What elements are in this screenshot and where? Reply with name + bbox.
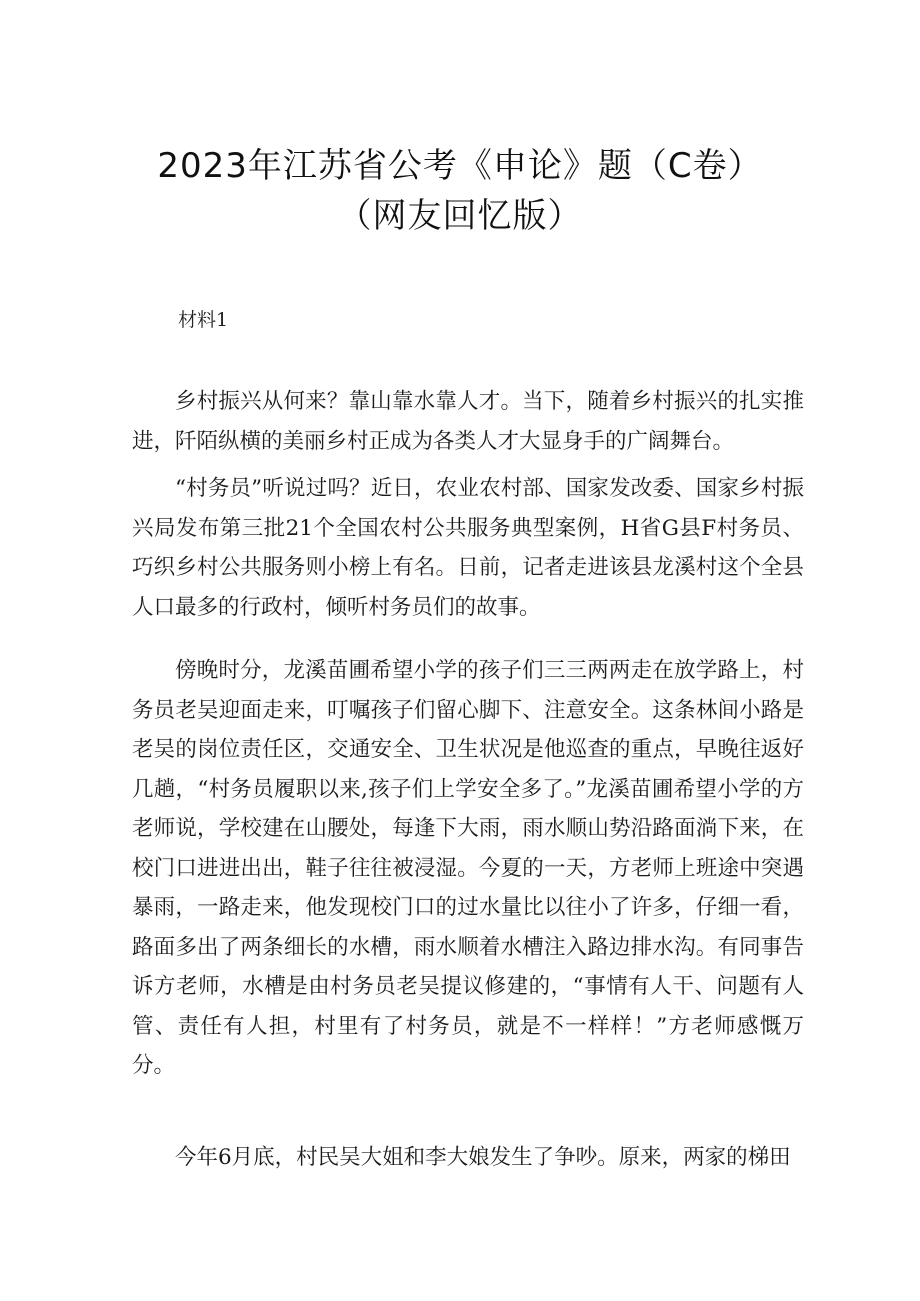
paragraph: 今年6月底，村民吴大姐和李大娘发生了争吵。原来，两家的梯田 xyxy=(175,1145,791,1170)
paragraph-3-block xyxy=(132,651,804,1086)
document-title: 2023年江苏省公考《申论》题（C卷） xyxy=(157,146,763,186)
section-label: 材料1 xyxy=(178,309,229,331)
paragraph-4-block xyxy=(132,1138,804,1178)
document-subtitle: （网友回忆版） xyxy=(337,196,583,236)
paragraph-1-block xyxy=(132,382,804,461)
paragraph: 乡村振兴从何来？靠山靠水靠人才。当下，随着乡村振兴的扎实推进，阡陌纵横的美丽乡村正成为各类人才大显身手的广阔舞台。 xyxy=(132,389,804,454)
paragraph-2-block xyxy=(132,469,804,627)
paragraph: “村务员”听说过吗？近日，农业农村部、国家发改委、国家乡村振兴局发布第三批21个全国农村公共服务典型案例，H省G县F村务员、巧织乡村公共服务则小榜上有名。日前，记者走进该县龙溪村这个全县人口最多的行政村，倾听村务员们的故事。 xyxy=(132,476,804,620)
paragraph: 傍晚时分，龙溪苗圃希望小学的孩子们三三两两走在放学路上，村务员老吴迎面走来，叮嘱孩子们留心脚下、注意安全。这条林间小路是老吴的岗位责任区，交通安全、卫生状况是他巡查的重点，早晚往返好几趟，“村务员履职以来,孩子们上学安全多了。”龙溪苗圃希望小学的方老师说，学校建在山腰处，每逢下大雨，雨水顺山势沿路面淌下来，在校门口进进出出，鞋子往往被浸湿。今夏的一天，方老师上班途中突遇暴雨，一路走来，他发现校门口的过水量比以往小了许多，仔细一看，路面多出了两条细长的水槽，雨水顺着水槽注入路边排水沟。有同事告诉方老师，水槽是由村务员老吴提议修建的，“事情有人干、问题有人管、责任有人担，村里有了村务员，就是不一样样！”方老师感慨万分。 xyxy=(132,658,804,1078)
